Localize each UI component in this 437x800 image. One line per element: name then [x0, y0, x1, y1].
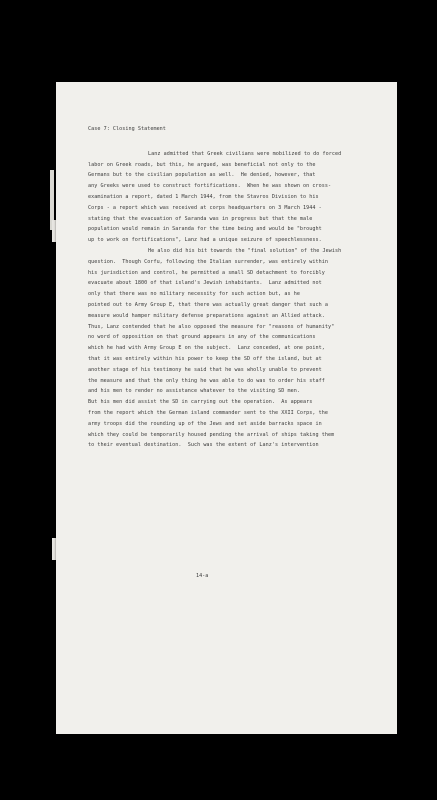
text-line: that it was entirely within his power to keep the SD off the island, but at — [88, 355, 322, 362]
text-line: which he had with Army Group E on the subject. Lanz conceded, at one point, — [88, 345, 325, 352]
text-line: stating that the evacuation of Saranda was in progress but that the male — [88, 215, 313, 222]
page-number: 14-a — [196, 573, 209, 579]
text-line: from the report which the German island commander sent to the XXII Corps, the — [88, 409, 328, 416]
text-line: measure would hamper military defense preparations against an Allied attack. — [88, 312, 325, 319]
text-line: He also did his bit towards the "final solution" of the Jewish — [148, 247, 342, 254]
text-line: But his men did assist the SD in carrying out the operation. As appears — [88, 399, 313, 406]
text-line: population would remain in Saranda for the time being and would be "brought — [88, 226, 322, 233]
text-line: the measure and that the only thing he was able to do was to order his staff — [88, 377, 325, 384]
text-line: evacuate about 1800 of that island's Jewish inhabitants. Lanz admitted not — [88, 280, 322, 287]
text-line: Germans but to the civilian population as well. He denied, however, that — [88, 172, 316, 179]
text-line: Lanz admitted that Greek civilians were mobilized to do forced — [148, 150, 342, 157]
text-line: up to work on fortifications", Lanz had a unique seizure of speechlessness. — [88, 237, 322, 244]
text-line: no word of opposition on that ground appears in any of the communications — [88, 334, 316, 341]
text-line: his jurisdiction and control, he permitted a small SD detachment to forcibly — [88, 269, 325, 276]
text-line: Thus, Lanz contended that he also opposed the measure for "reasons of humanity" — [88, 323, 335, 330]
text-line: army troops did the rounding up of the Jews and set aside barracks space in — [88, 420, 322, 427]
text-line: which they could be temporarily housed pending the arrival of ships taking them — [88, 431, 335, 438]
text-line: another stage of his testimony he said that he was wholly unable to prevent — [88, 366, 322, 373]
text-line: to their eventual destination. Such was the extent of Lanz's intervention — [88, 442, 319, 449]
text-line: examination a report, dated 1 March 1944, from the Stavros Division to his — [88, 193, 319, 200]
text-line: any Greeks were used to construct fortifications. When he was shown on cross- — [88, 183, 332, 190]
document-heading: Case 7: Closing Statement — [88, 126, 166, 132]
text-line: Corps - a report which was received at corps headquarters on 3 March 1944 - — [88, 204, 322, 211]
document-body — [88, 124, 384, 451]
text-line: only that there was no military necessity for such action but, as he — [88, 291, 300, 298]
text-line: labor on Greek roads, but this, he argued, was beneficial not only to the — [88, 161, 316, 168]
text-line: pointed out to Army Group E, that there was actually great danger that such a — [88, 301, 328, 308]
text-line: question. Though Corfu, following the Italian surrender, was entirely within — [88, 258, 328, 265]
paragraph-2 — [88, 246, 384, 451]
text-line: and his men to render no assistance whatever to the visiting SD men. — [88, 388, 300, 395]
paragraph-1 — [88, 149, 384, 246]
